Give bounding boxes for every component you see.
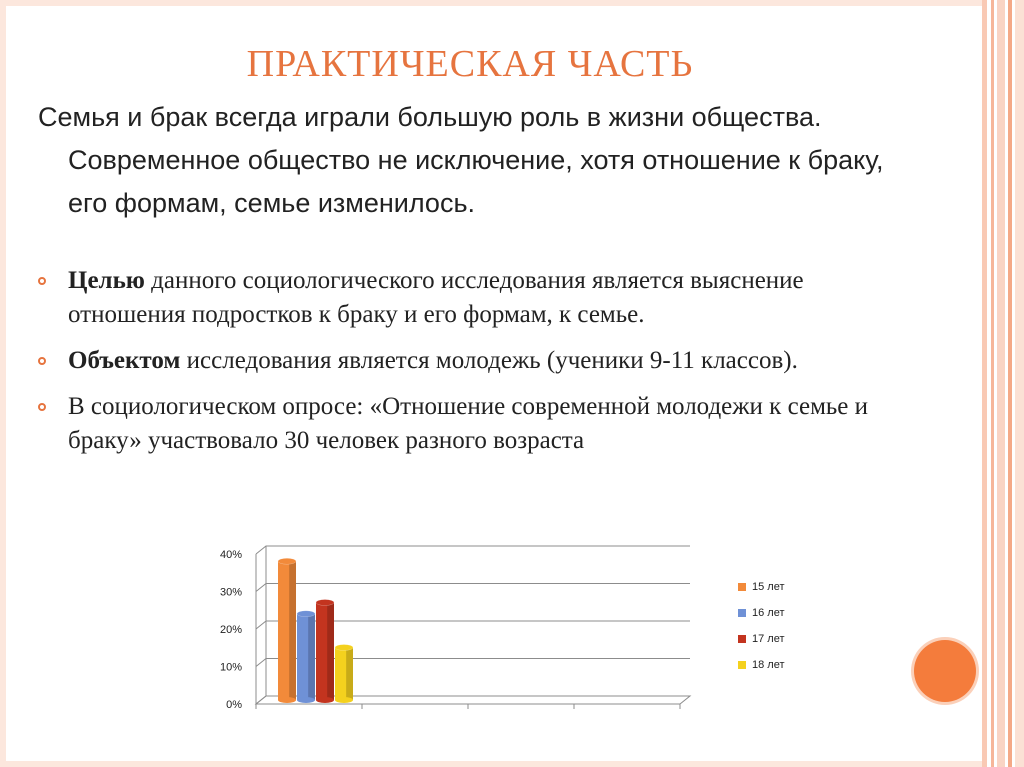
bullet-text: данного социологического исследования является выяснение отношения подростков к браку и его формам, к семье. [68, 267, 804, 328]
legend-label: 15 лет [752, 581, 785, 593]
legend-item [738, 574, 785, 600]
chart-legend [738, 574, 785, 678]
bar-base [316, 697, 334, 703]
bullet-text: исследования является молодежь (ученики 9-11 классов). [180, 347, 798, 374]
legend-swatch [738, 583, 746, 591]
decor-stripe [991, 0, 994, 767]
y-tick-label: 0% [226, 699, 242, 711]
y-tick-label: 20% [219, 624, 242, 636]
bar-base [278, 697, 296, 703]
gridline [256, 584, 690, 592]
bar-shade [346, 648, 353, 701]
left-border [0, 0, 6, 767]
legend-label: 16 лет [752, 607, 785, 619]
bar-chart [200, 532, 820, 722]
top-border [0, 0, 982, 6]
bullet-goal [36, 264, 896, 332]
y-tick-label: 40% [219, 549, 242, 561]
bullet-icon [38, 357, 46, 365]
legend-item [738, 626, 785, 652]
bullet-bold: Целью [68, 267, 145, 294]
legend-swatch [738, 661, 746, 669]
decor-stripe [982, 0, 987, 767]
bar-shade [308, 614, 315, 700]
bar-top [316, 600, 334, 606]
legend-swatch [738, 635, 746, 643]
legend-item [738, 652, 785, 678]
gridline [256, 546, 690, 554]
bar-base [335, 697, 353, 703]
bullet-icon [38, 277, 46, 285]
bar-shade [289, 561, 296, 700]
bullet-list [36, 264, 896, 470]
bar-shade [327, 603, 334, 701]
y-tick-label: 30% [219, 586, 242, 599]
legend-label: 18 лет [752, 659, 785, 671]
legend-swatch [738, 609, 746, 617]
bullet-bold: Объектом [68, 347, 181, 374]
decor-stripe [997, 0, 1005, 767]
bottom-border [0, 761, 982, 767]
slide-title: ПРАКТИЧЕСКАЯ ЧАСТЬ [246, 43, 694, 85]
bullet-text: В социологическом опросе: «Отношение современной молодежи к семье и браку» участвовало 30 человек разного возраста [68, 393, 869, 454]
bullet-survey [36, 390, 896, 458]
decor-stripe [1008, 0, 1012, 767]
bullet-icon [38, 403, 46, 411]
bar-top [297, 611, 315, 617]
bar-base [297, 697, 315, 703]
intro-paragraph: Семья и брак всегда играли большую роль в жизни общества. Современное общество не исключение, хотя отношение к браку, его формам, семье изменилось. [38, 102, 884, 218]
bar-top [278, 558, 296, 564]
bar-top [335, 645, 353, 651]
legend-item [738, 600, 785, 626]
decor-stripe [1015, 0, 1024, 767]
y-tick-label: 10% [219, 661, 242, 674]
legend-label: 17 лет [752, 633, 785, 645]
bullet-object [36, 344, 896, 378]
decorative-circle [914, 640, 976, 702]
